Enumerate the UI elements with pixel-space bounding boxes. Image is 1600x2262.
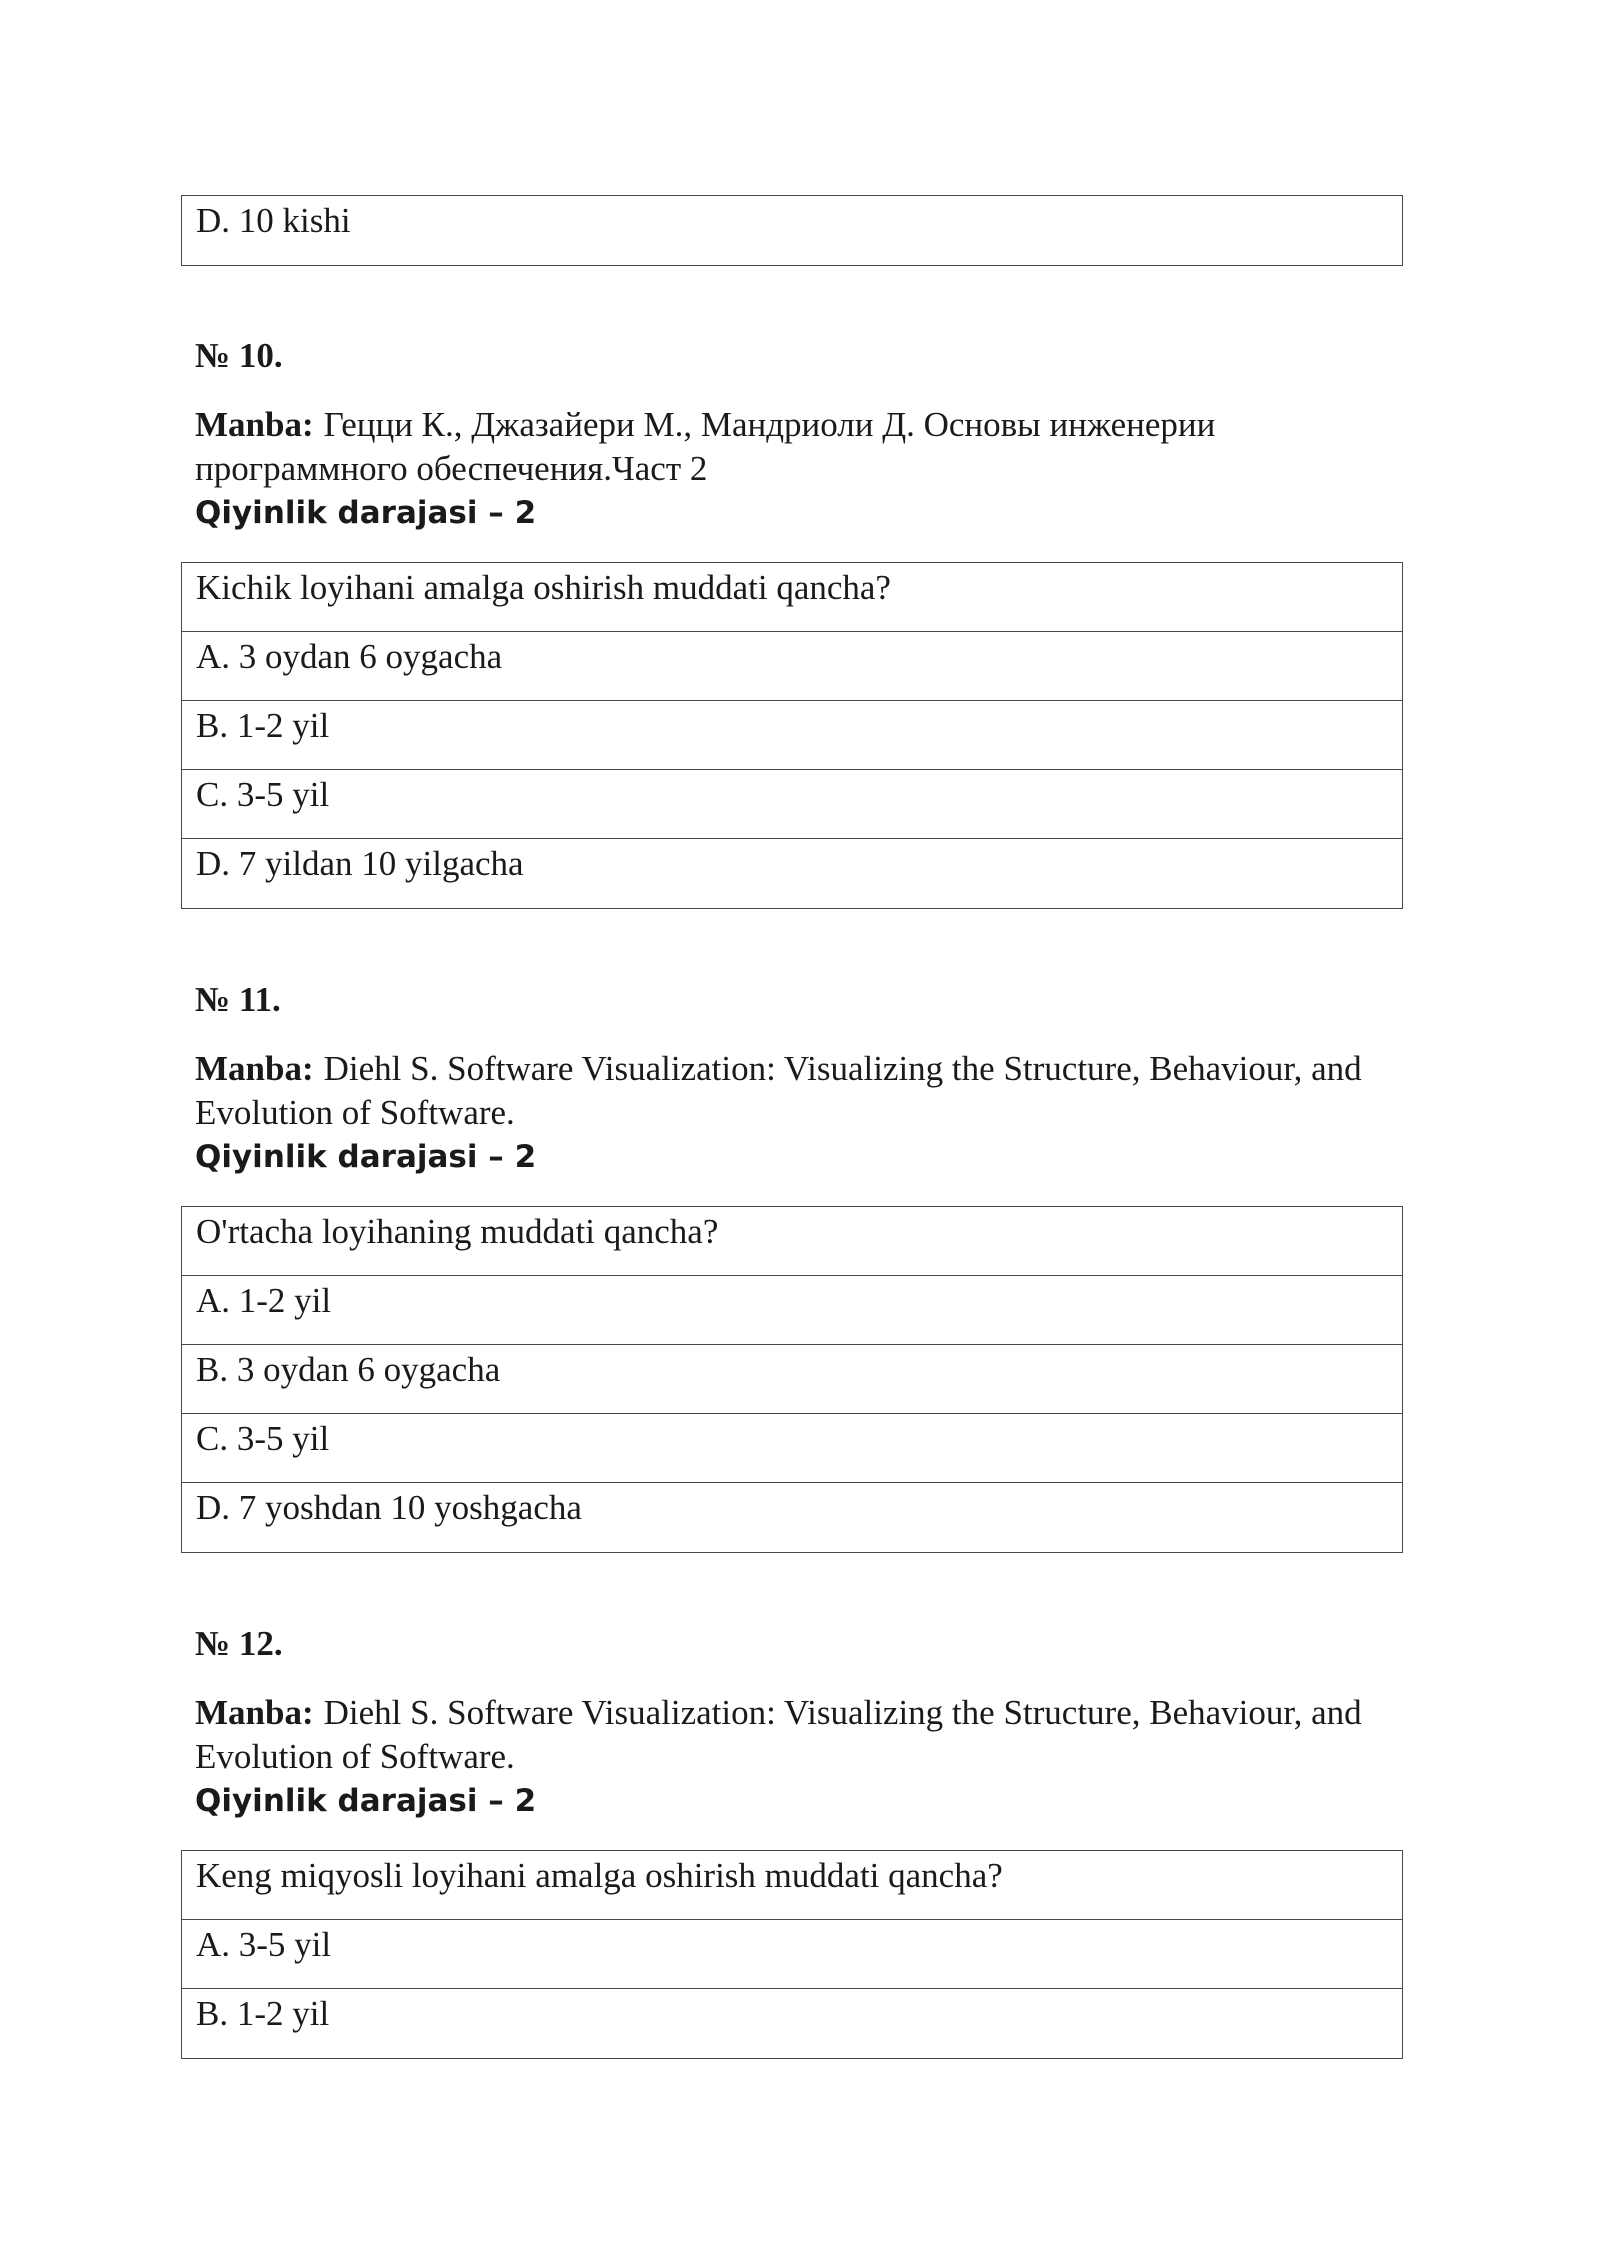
question-table: [181, 562, 1403, 909]
source-label: Manba:: [195, 1049, 314, 1088]
source-label: Manba:: [195, 405, 314, 444]
option-c: C. 3-5 yil: [182, 1414, 1402, 1483]
source-text: Гецци К., Джазайери М., Мандриоли Д. Основы инженерии программного обеспечения.Част 2: [195, 405, 1216, 488]
option-a: A. 3-5 yil: [182, 1920, 1402, 1989]
source-label: Manba:: [195, 1693, 314, 1732]
question-text: O'rtacha loyihaning muddati qancha?: [182, 1207, 1402, 1276]
difficulty-level: Qiyinlik darajasi – 2: [195, 495, 537, 531]
source-text: Diehl S. Software Visualization: Visualizing the Structure, Behaviour, and Evolution of Software.: [195, 1693, 1362, 1776]
question-source: [195, 403, 1425, 491]
option-b: B. 3 oydan 6 oygacha: [182, 1345, 1402, 1414]
option-d: D. 7 yildan 10 yilgacha: [196, 844, 524, 883]
question-table: [181, 1850, 1403, 2059]
question-table: [181, 1206, 1403, 1553]
question-text: Kichik loyihani amalga oshirish muddati qancha?: [182, 563, 1402, 632]
difficulty-level: Qiyinlik darajasi – 2: [195, 1783, 537, 1819]
question-source: [195, 1691, 1425, 1779]
option-b: B. 1-2 yil: [196, 1994, 330, 2033]
question-number: № 12.: [195, 1624, 283, 1663]
option-c: C. 3-5 yil: [182, 770, 1402, 839]
option-d: D. 10 kishi: [196, 201, 351, 240]
option-a: A. 3 oydan 6 oygacha: [182, 632, 1402, 701]
question-text: Keng miqyosli loyihani amalga oshirish muddati qancha?: [182, 1851, 1402, 1920]
difficulty-level: Qiyinlik darajasi – 2: [195, 1139, 537, 1175]
question-source: [195, 1047, 1425, 1135]
option-d: D. 7 yoshdan 10 yoshgacha: [196, 1488, 582, 1527]
question-number: № 11.: [195, 980, 281, 1019]
answer-table-continued: [181, 195, 1403, 266]
question-number: № 10.: [195, 336, 283, 375]
option-a: A. 1-2 yil: [182, 1276, 1402, 1345]
option-b: B. 1-2 yil: [182, 701, 1402, 770]
source-text: Diehl S. Software Visualization: Visualizing the Structure, Behaviour, and Evolution of Software.: [195, 1049, 1362, 1132]
